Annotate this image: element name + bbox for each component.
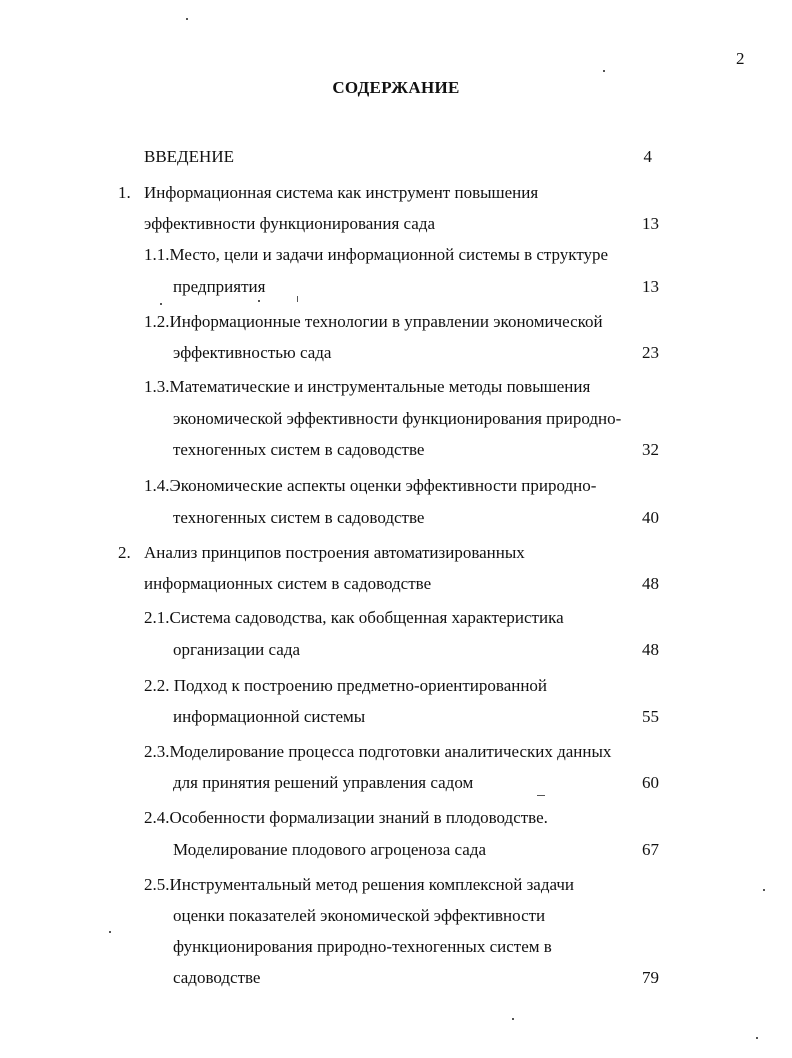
toc-s1-1-page: 13	[642, 277, 659, 296]
toc-s2-1-line2: организации сада	[173, 640, 301, 659]
toc-s1-3-line1: 1.3.Математические и инструментальные методы повышения	[144, 377, 591, 396]
toc-ch2-page: 48	[642, 574, 659, 593]
page-number: 2	[736, 49, 745, 68]
page-title: СОДЕРЖАНИЕ	[332, 78, 460, 97]
toc-s1-2-page: 23	[642, 343, 659, 362]
toc-s1-4-page: 40	[642, 508, 659, 527]
toc-s2-5-line1: 2.5.Инструментальный метод решения комплексной задачи	[144, 875, 575, 894]
scan-speck	[512, 1018, 514, 1020]
toc-s2-3-line2: для принятия решений управления садом	[173, 773, 474, 792]
toc-s2-3-page: 60	[642, 773, 659, 792]
scan-speck	[258, 300, 260, 302]
scan-speck	[186, 18, 188, 20]
scan-speck	[756, 1037, 758, 1039]
toc-s2-5-line3: функционирования природно-техногенных систем в	[173, 937, 552, 956]
toc-s1-3-line3: техногенных систем в садоводстве	[173, 440, 425, 459]
toc-s2-5-line2: оценки показателей экономической эффективности	[173, 906, 546, 925]
toc-s1-3-line2: экономической эффективности функционирования природно-	[173, 409, 622, 428]
toc-s1-1-line2: предприятия	[173, 277, 266, 296]
toc-s1-2-line1: 1.2.Информационные технологии в управлении экономической	[144, 312, 603, 331]
scan-speck	[160, 303, 162, 305]
scan-speck	[537, 795, 545, 796]
toc-ch1-number: 1.	[118, 183, 131, 202]
toc-s2-2-page: 55	[642, 707, 659, 726]
toc-s2-1-page: 48	[642, 640, 659, 659]
toc-ch1-page: 13	[642, 214, 659, 233]
toc-s2-2-line1: 2.2. Подход к построению предметно-ориентированной	[144, 676, 548, 695]
toc-s1-2-line2: эффективностью сада	[173, 343, 332, 362]
toc-s2-4-line1: 2.4.Особенности формализации знаний в плодоводстве.	[144, 808, 548, 827]
scan-speck	[109, 931, 111, 933]
toc-ch1-line2: эффективности функционирования сада	[144, 214, 436, 233]
toc-s1-4-line1: 1.4.Экономические аспекты оценки эффективности природно-	[144, 476, 597, 495]
toc-s2-5-page: 79	[642, 968, 659, 987]
toc-ch2-number: 2.	[118, 543, 131, 562]
toc-s2-5-line4: садоводстве	[173, 968, 261, 987]
toc-intro-label: ВВЕДЕНИЕ	[144, 147, 234, 166]
toc-s2-4-line2: Моделирование плодового агроценоза сада	[173, 840, 487, 859]
toc-s2-1-line1: 2.1.Система садоводства, как обобщенная характеристика	[144, 608, 564, 627]
scan-speck	[297, 296, 298, 302]
toc-ch1-line1: Информационная система как инструмент повышения	[144, 183, 539, 202]
toc-s2-3-line1: 2.3.Моделирование процесса подготовки аналитических данных	[144, 742, 612, 761]
scan-speck	[763, 889, 765, 891]
scan-speck	[603, 70, 605, 72]
toc-s1-4-line2: техногенных систем в садоводстве	[173, 508, 425, 527]
toc-s2-4-page: 67	[642, 840, 659, 859]
toc-s2-2-line2: информационной системы	[173, 707, 366, 726]
toc-intro-page: 4	[643, 147, 652, 166]
toc-ch2-line2: информационных систем в садоводстве	[144, 574, 432, 593]
toc-ch2-line1: Анализ принципов построения автоматизированных	[144, 543, 525, 562]
toc-s1-3-page: 32	[642, 440, 659, 459]
toc-s1-1-line1: 1.1.Место, цели и задачи информационной системы в структуре	[144, 245, 609, 264]
